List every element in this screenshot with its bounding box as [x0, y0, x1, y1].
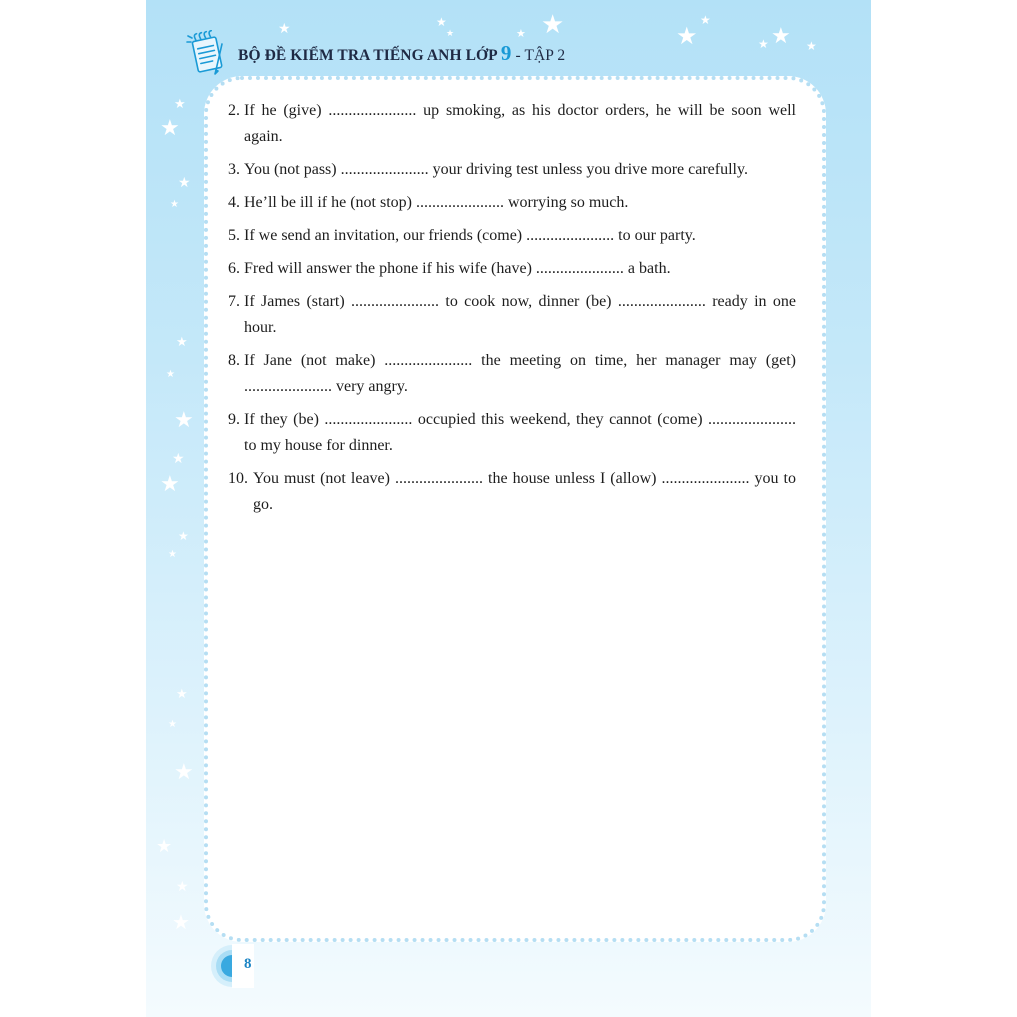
star-icon: ★: [676, 22, 698, 50]
exercise-text: If James (start) ...................... to cook now, dinner (be) ...................... ready in one hour.: [244, 293, 796, 336]
exercise-text: If we send an invitation, our friends (come) ...................... to our party.: [244, 227, 696, 244]
star-icon: ★: [174, 408, 194, 433]
exercise-text: If he (give) ...................... up smoking, as his doctor orders, he will be soon well again.: [244, 102, 796, 145]
star-icon: ★: [446, 29, 455, 39]
exercise-number: 5.: [228, 227, 240, 244]
star-icon: ★: [700, 13, 711, 27]
exercise-number: 10.: [228, 470, 248, 487]
exercise-item: [228, 157, 796, 183]
star-icon: ★: [174, 760, 194, 785]
star-icon: ★: [172, 451, 185, 467]
star-icon: ★: [160, 116, 180, 141]
exercise-item: [228, 348, 796, 400]
header-title: [238, 41, 565, 66]
page-number: 8: [244, 956, 252, 972]
exercise-item: [228, 256, 796, 282]
star-icon: ★: [174, 97, 186, 112]
exercise-number: 2.: [228, 102, 240, 119]
star-icon: ★: [168, 719, 177, 730]
header-title-main: BỘ ĐỀ KIỂM TRA TIẾNG ANH LỚP: [238, 46, 497, 64]
exercise-item: [228, 466, 796, 518]
exercise-list: [228, 98, 796, 525]
page-header: [186, 28, 565, 78]
exercise-item: [228, 98, 796, 150]
exercise-number: 3.: [228, 161, 240, 178]
star-icon: ★: [541, 10, 565, 40]
exercise-text: He’ll be ill if he (not stop) ...................... worrying so much.: [244, 194, 629, 211]
star-icon: ★: [168, 549, 177, 560]
star-icon: ★: [172, 910, 190, 934]
star-icon: ★: [771, 24, 791, 49]
exercise-number: 9.: [228, 411, 240, 428]
star-icon: ★: [436, 15, 447, 29]
star-icon: ★: [516, 27, 526, 40]
star-icon: ★: [758, 37, 769, 51]
star-icon: ★: [170, 199, 179, 210]
star-icon: ★: [176, 687, 188, 702]
exercise-number: 4.: [228, 194, 240, 211]
exercise-text: You (not pass) ...................... your driving test unless you drive more carefully.: [244, 161, 748, 178]
header-grade-number: 9: [500, 40, 512, 65]
exercise-item: [228, 289, 796, 341]
star-icon: ★: [166, 369, 175, 380]
exercise-item: [228, 223, 796, 249]
exercise-text: If Jane (not make) ...................... the meeting on time, her manager may (get) ...................... very angry.: [244, 352, 796, 395]
exercise-item: [228, 190, 796, 216]
star-icon: ★: [178, 529, 189, 543]
star-icon: ★: [160, 472, 180, 497]
exercise-number: 7.: [228, 293, 240, 310]
exercise-text: You must (not leave) ...................... the house unless I (allow) ...................... you to go.: [253, 470, 796, 513]
header-title-tail: - TẬP 2: [515, 46, 566, 64]
exercise-number: 6.: [228, 260, 240, 277]
star-icon: ★: [178, 175, 191, 191]
star-icon: ★: [156, 836, 173, 857]
star-icon: ★: [806, 39, 817, 53]
star-icon: ★: [176, 335, 188, 350]
exercise-text: Fred will answer the phone if his wife (have) ...................... a bath.: [244, 260, 671, 277]
star-icon: ★: [176, 879, 189, 895]
notebook-icon: [186, 30, 230, 76]
exercise-item: [228, 407, 796, 459]
exercise-text: If they (be) ...................... occupied this weekend, they cannot (come) ...................... to my house for dinner.: [244, 411, 796, 454]
star-icon: ★: [278, 21, 291, 37]
exercise-number: 8.: [228, 352, 240, 369]
